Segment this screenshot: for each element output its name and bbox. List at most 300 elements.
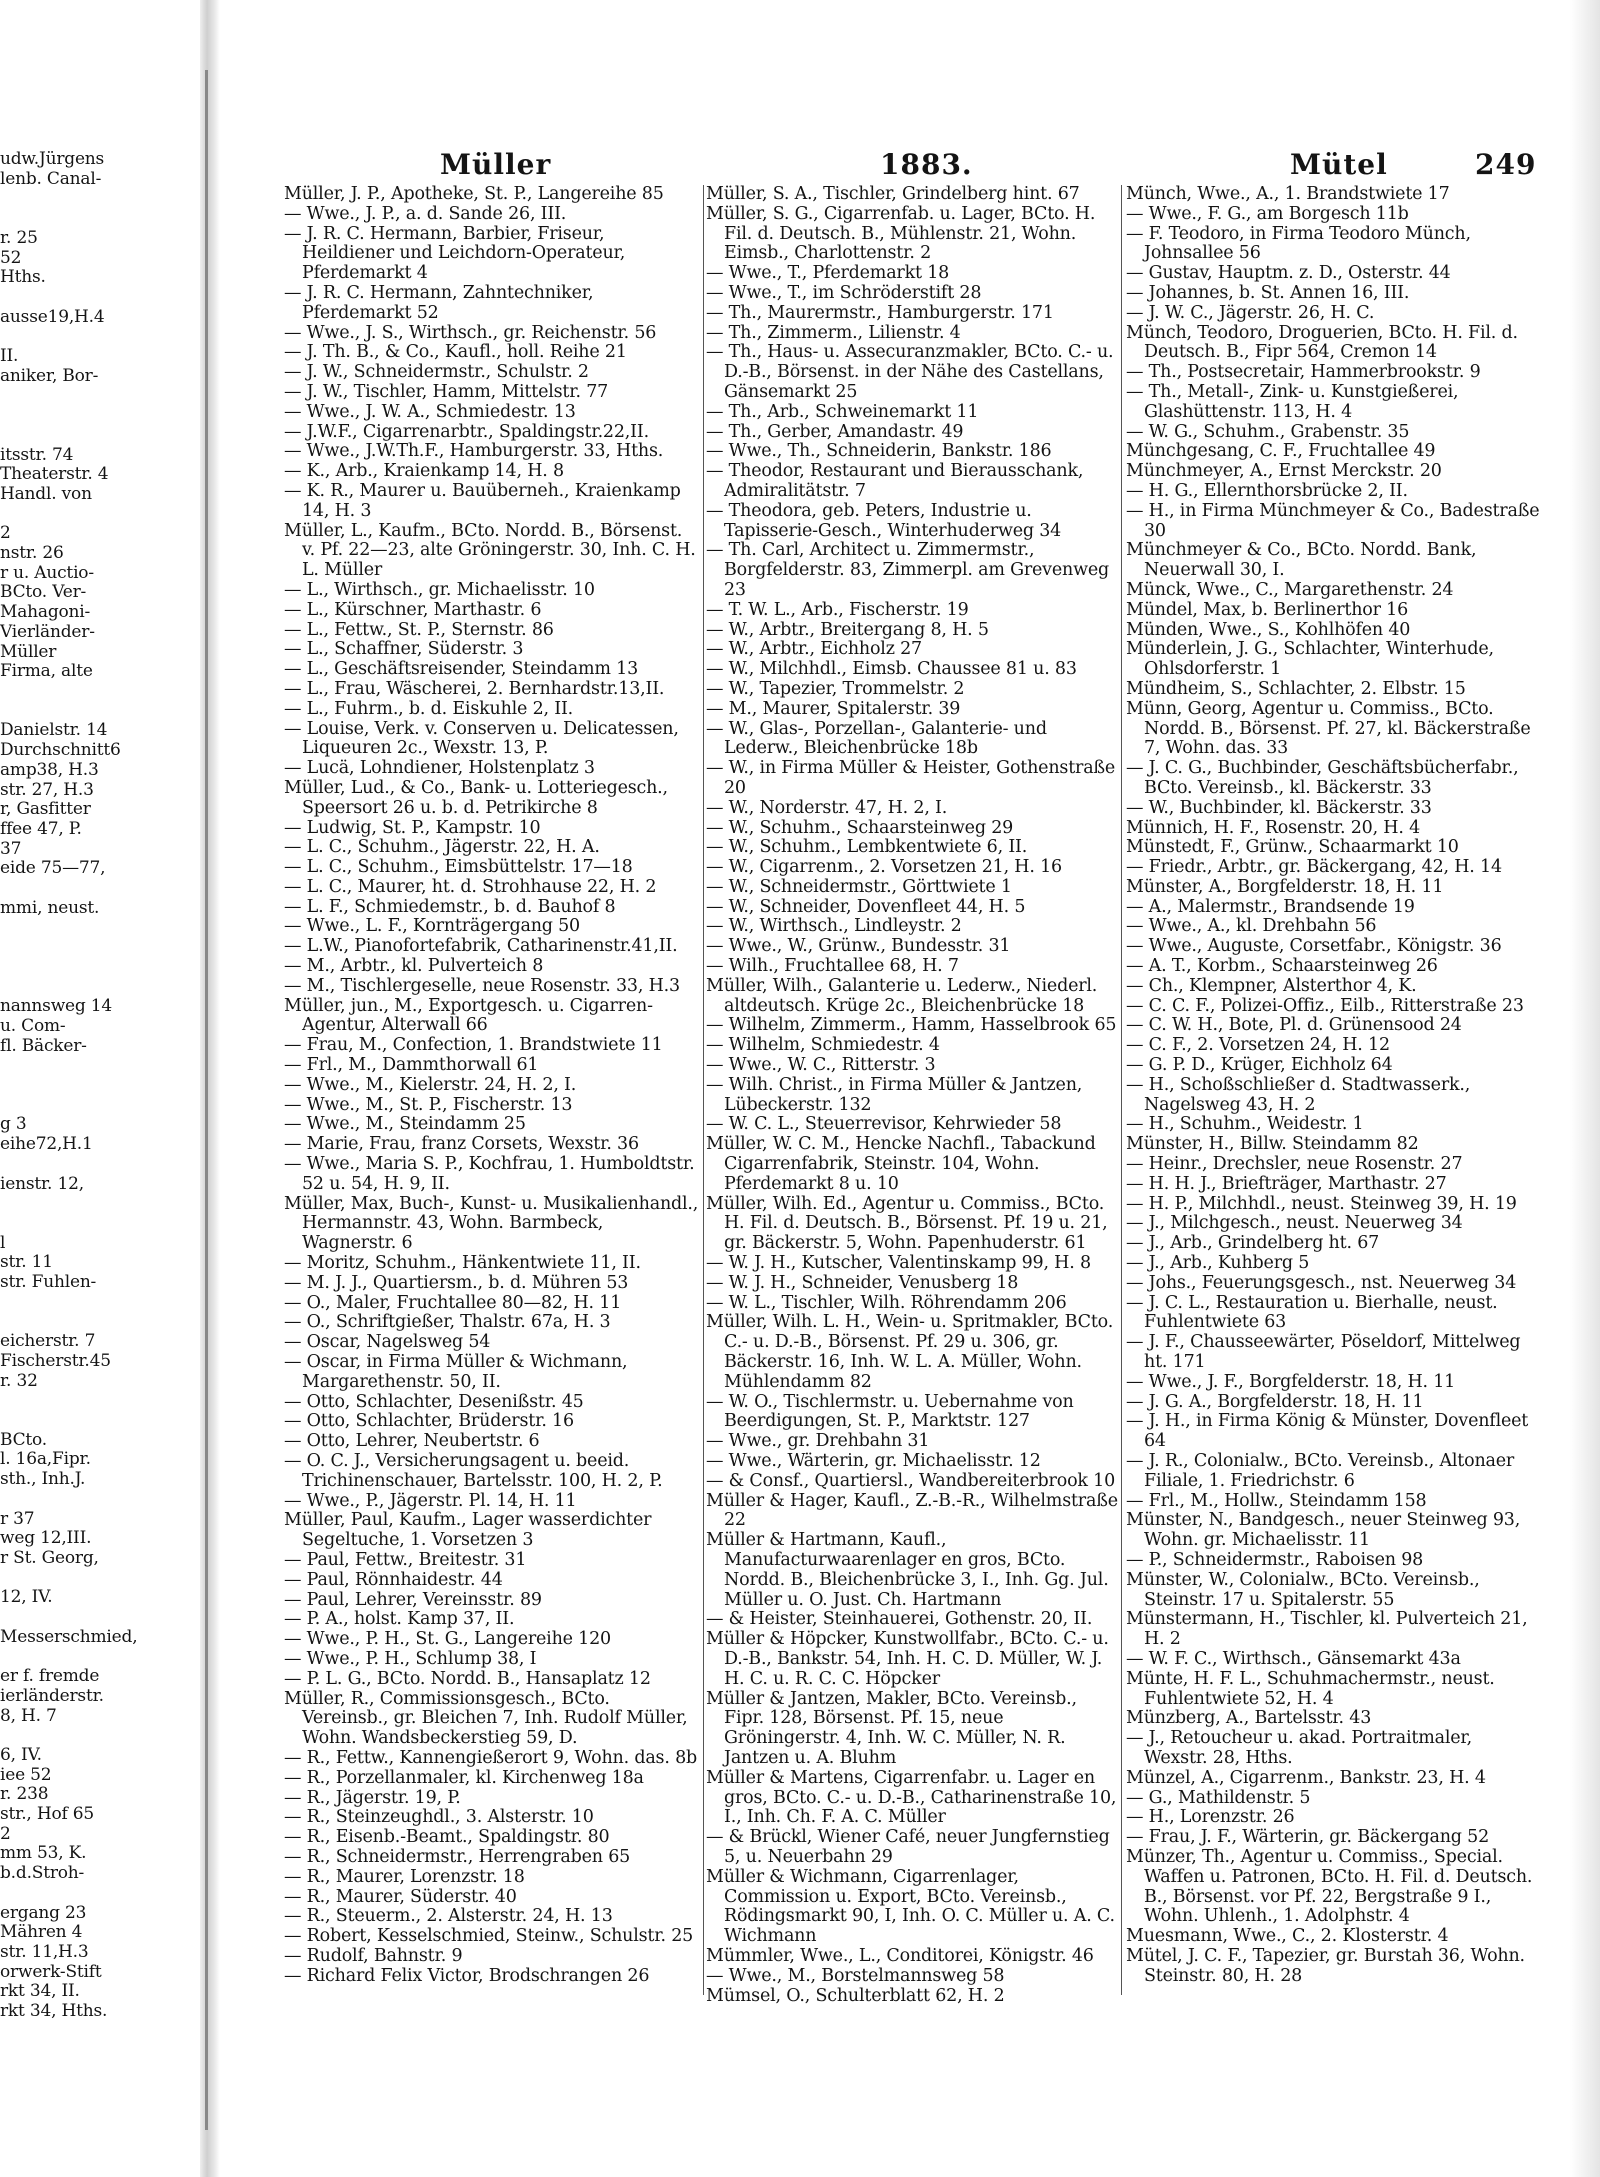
column-rule-1: [703, 185, 704, 1995]
directory-entry: — J. R. C. Hermann, Barbier, Friseur, Heildiener und Leichdorn-Operateur, Pferdemarkt 4: [284, 223, 626, 284]
previous-page-fragment: r. 238: [0, 1784, 49, 1805]
directory-entry: — H. G., Ellernthorsbrücke 2, II.: [1126, 480, 1408, 501]
directory-entry: — L. C., Schuhm., Eimsbüttelstr. 17—18: [284, 857, 633, 878]
directory-entry: — J. F., Chausseewärter, Pöseldorf, Mittelweg ht. 171: [1126, 1332, 1521, 1373]
previous-page-fragment: 2: [0, 1823, 11, 1844]
directory-entry: — Louise, Verk. v. Conserven u. Delicatessen, Liqueuren 2c., Wexstr. 13, P.: [284, 718, 679, 759]
directory-entry: — W. J. H., Schneider, Venusberg 18: [706, 1272, 1019, 1293]
directory-entry: — K. R., Maurer u. Bauüberneh., Kraienkamp 14, H. 3: [284, 480, 681, 521]
previous-page-fragment: Durchschnitt6: [0, 740, 121, 761]
directory-entry: — M. J. J., Quartiersm., b. d. Mühren 53: [284, 1272, 629, 1293]
previous-page-fragment: BCto.: [0, 1429, 47, 1450]
previous-page-fragment: [0, 288, 200, 308]
previous-page-fragment: [0, 426, 200, 446]
directory-entry: — W., Schuhm., Lembkentwiete 6, II.: [706, 837, 1028, 858]
previous-page-fragment: eicherstr. 7: [0, 1331, 96, 1352]
directory-entry: — Wwe., J. F., Borgfelderstr. 18, H. 11: [1126, 1371, 1456, 1392]
directory-entry: Mümmler, Wwe., L., Conditorei, Königstr. 46: [706, 1945, 1094, 1966]
previous-page-fragment: r. 25: [0, 227, 38, 248]
previous-page-fragment: Firma, alte: [0, 661, 93, 682]
directory-entry: — Wwe., P., Jägerstr. Pl. 14, H. 11: [284, 1490, 577, 1511]
directory-entry: — Gustav, Hauptm. z. D., Osterstr. 44: [1126, 263, 1451, 284]
directory-entry: — Friedr., Arbtr., gr. Bäckergang, 42, H. 14: [1126, 857, 1502, 878]
previous-page-fragment: ausse19,H.4: [0, 306, 105, 327]
directory-entry: — A., Malermstr., Brandsende 19: [1126, 896, 1415, 917]
previous-page-fragment: Mähren 4: [0, 1922, 83, 1943]
directory-column-3: [1126, 185, 1540, 1987]
directory-entry: Müller & Hager, Kaufl., Z.-B.-R., Wilhelmstraße 22: [706, 1490, 1118, 1531]
directory-entry: Müller, L., Kaufm., BCto. Nordd. B., Börsenst. v. Pf. 22—23, alte Gröningerstr. 30, Inh. C. H. L. Müller: [284, 520, 696, 581]
previous-page-fragment: str., Hof 65: [0, 1804, 95, 1825]
directory-entry: — Richard Felix Victor, Brodschrangen 26: [284, 1965, 650, 1986]
previous-page-fragment: [0, 1569, 200, 1589]
directory-entry: Müller, Max, Buch-, Kunst- u. Musikalienhandl., Hermannstr. 43, Wohn. Barmbeck, Wagnerstr. 6: [284, 1193, 699, 1254]
directory-entry: — Th., Metall-, Zink- u. Kunstgießerei, Glashüttenstr. 113, H. 4: [1126, 381, 1459, 422]
directory-entry: — J. R. C. Hermann, Zahntechniker, Pferdemarkt 52: [284, 282, 594, 323]
previous-page-fragment: u. Com-: [0, 1015, 66, 1036]
directory-entry: Müller & Höpcker, Kunstwollfabr., BCto. C.- u. D.-B., Bankstr. 54, Inh. H. C. D. Müller, W. J. H. C. u. R. C. C. Höpcker: [706, 1629, 1109, 1689]
previous-page-fragment: [0, 1647, 200, 1667]
directory-entry: — Wwe., gr. Drehbahn 31: [706, 1431, 930, 1452]
directory-entry: — J.W.F., Cigarrenarbtr., Spaldingstr.22,II.: [284, 421, 649, 442]
previous-page-fragment: itsstr. 74: [0, 444, 74, 465]
directory-entry: — J. C. G., Buchbinder, Geschäftsbücherfabr., BCto. Vereinsb., kl. Bäckerstr. 33: [1126, 758, 1519, 798]
previous-page-fragment: Theaterstr. 4: [0, 464, 109, 485]
directory-entry: Münstedt, F., Grünw., Schaarmarkt 10: [1126, 837, 1459, 858]
previous-page-fragment: Müller: [0, 641, 57, 662]
directory-entry: — Oscar, Nagelsweg 54: [284, 1332, 491, 1353]
directory-entry: Münster, A., Borgfelderstr. 18, H. 11: [1126, 876, 1444, 897]
directory-entry: Münn, Georg, Agentur u. Commiss., BCto. Nordd. B., Börsenst. Pf. 27, kl. Bäckerstraße 7, Wohn. das. 33: [1126, 698, 1531, 759]
directory-entry: — Theodor, Restaurant und Bierausschank, Admiralitätstr. 7: [706, 461, 1084, 501]
previous-page-fragment: amp38, H.3: [0, 759, 99, 780]
directory-entry: — K., Arb., Kraienkamp 14, H. 8: [284, 461, 564, 482]
directory-entry: — L., Schaffner, Süderstr. 3: [284, 639, 524, 660]
directory-entry: — R., Eisenb.-Beamt., Spaldingstr. 80: [284, 1827, 610, 1848]
directory-entry: — Wwe., T., im Schröderstift 28: [706, 282, 982, 303]
directory-entry: — Wwe., P. H., St. G., Langereihe 120: [284, 1629, 611, 1650]
previous-page-fragment: [0, 1726, 200, 1746]
directory-entry: — M., Arbtr., kl. Pulverteich 8: [284, 956, 544, 977]
previous-page-fragment: sth., Inh.J.: [0, 1469, 86, 1490]
previous-page-fragment: [0, 879, 200, 899]
directory-entry: — Wwe., A., kl. Drehbahn 56: [1126, 916, 1377, 937]
directory-entry: — W. G., Schuhm., Grabenstr. 35: [1126, 421, 1410, 442]
previous-page-fragment: r, Gasfitter: [0, 799, 91, 820]
previous-page-fragment: [0, 1312, 200, 1332]
previous-page-fragment: [0, 1194, 200, 1214]
directory-entry: Münden, Wwe., S., Kohlhöfen 40: [1126, 619, 1411, 640]
directory-entry: — Ch., Klempner, Alsterthor 4, K.: [1126, 975, 1417, 996]
directory-entry: Münster, N., Bandgesch., neuer Steinweg 93, Wohn. gr. Michaelisstr. 11: [1126, 1510, 1521, 1551]
directory-entry: — Johannes, b. St. Annen 16, III.: [1126, 282, 1410, 303]
directory-entry: — Wilhelm, Schmiedestr. 4: [706, 1035, 940, 1056]
previous-page-fragment: lenb. Canal-: [0, 168, 102, 189]
directory-entry: — J. G. A., Borgfelderstr. 18, H. 11: [1126, 1391, 1424, 1412]
directory-entry: Müller, Lud., & Co., Bank- u. Lotteriegesch., Speersort 26 u. b. d. Petrikirche 8: [284, 777, 668, 818]
directory-entry: — J. R., Colonialw., BCto. Vereinsb., Altonaer Filiale, 1. Friedrichstr. 6: [1126, 1451, 1515, 1491]
directory-entry: — Wwe., M., Steindamm 25: [284, 1114, 526, 1135]
directory-entry: Muesmann, Wwe., C., 2. Klosterstr. 4: [1126, 1926, 1449, 1947]
directory-entry: — Otto, Schlachter, Desenißstr. 45: [284, 1391, 584, 1412]
directory-entry: — Wwe., M., Borstelmannsweg 58: [706, 1965, 1005, 1986]
directory-entry: — Wwe., P. H., Schlump 38, I: [284, 1648, 537, 1669]
directory-entry: — R., Maurer, Süderstr. 40: [284, 1886, 517, 1907]
directory-entry: — W., Arbtr., Breitergang 8, H. 5: [706, 619, 989, 640]
directory-entry: — C. F., 2. Vorsetzen 24, H. 12: [1126, 1035, 1390, 1056]
previous-page-fragment: [0, 1608, 200, 1628]
directory-entry: — M., Maurer, Spitalerstr. 39: [706, 698, 961, 719]
gutter-line: [205, 70, 208, 2130]
directory-entry: — J. W., Tischler, Hamm, Mittelstr. 77: [284, 381, 609, 402]
header-right-name: Mütel: [1290, 148, 1388, 181]
directory-entry: Münzberg, A., Bartelsstr. 43: [1126, 1708, 1372, 1729]
directory-entry: Münnich, H. F., Rosenstr. 20, H. 4: [1126, 817, 1421, 838]
directory-entry: — R., Steinzeughdl., 3. Alsterstr. 10: [284, 1807, 594, 1828]
directory-entry: Müller, Wilh. Ed., Agentur u. Commiss., BCto. H. Fil. d. Deutsch. B., Börsenst. Pf. 19 u. 21, gr. Bäckerstr. 5, Wohn. Papenhuderstr. 61: [706, 1193, 1108, 1254]
directory-entry: Münchmeyer & Co., BCto. Nordd. Bank, Neuerwall 30, I.: [1126, 540, 1477, 581]
directory-entry: — H., Schoßschließer d. Stadtwasserk., Nagelsweg 43, H. 2: [1126, 1074, 1471, 1115]
directory-entry: — Wwe., Wärterin, gr. Michaelisstr. 12: [706, 1451, 1041, 1471]
previous-page-fragment: nstr. 26: [0, 543, 64, 564]
directory-entry: — J. H., in Firma König & Münster, Dovenfleet 64: [1126, 1411, 1529, 1452]
previous-page-fragment: eihe72,H.1: [0, 1134, 93, 1155]
directory-entry: Münte, H. F. L., Schuhmachermstr., neust. Fuhlentwiete 52, H. 4: [1126, 1668, 1495, 1709]
directory-entry: Müller, S. G., Cigarrenfab. u. Lager, BCto. H. Fil. d. Deutsch. B., Mühlenstr. 21, Wohn. Eimsb., Charlottenstr. 2: [706, 203, 1096, 264]
directory-entry: — W., Norderstr. 47, H. 2, I.: [706, 797, 948, 818]
directory-entry: — L., Fuhrm., b. d. Eiskuhle 2, II.: [284, 698, 574, 719]
directory-entry: Müller & Martens, Cigarrenfabr. u. Lager en gros, BCto. C.- u. D.-B., Catharinenstraße 10, I., Inh. Ch. F. A. C. Müller: [706, 1767, 1117, 1828]
directory-entry: — L., Fettw., St. P., Sternstr. 86: [284, 619, 554, 640]
previous-page-fragment: ierländerstr.: [0, 1685, 104, 1706]
directory-entry: — W. O., Tischlermstr. u. Uebernahme von Beerdigungen, St. P., Marktstr. 127: [706, 1391, 1074, 1432]
previous-page-fragment: 37: [0, 838, 22, 859]
directory-entry: — Wilhelm, Zimmerm., Hamm, Hasselbrook 65: [706, 1015, 1117, 1036]
directory-entry: — Otto, Schlachter, Brüderstr. 16: [284, 1411, 574, 1432]
directory-entry: — W., Wirthsch., Lindleystr. 2: [706, 916, 962, 937]
directory-entry: — Th., Maurermstr., Hamburgerstr. 171: [706, 302, 1054, 323]
directory-entry: — & Heister, Steinhauerei, Gothenstr. 20, II.: [706, 1609, 1093, 1630]
previous-page-fragment: [0, 1056, 200, 1076]
directory-entry: — W., in Firma Müller & Heister, Gothenstraße 20: [706, 758, 1116, 798]
previous-page-fragment: r 37: [0, 1508, 35, 1529]
directory-entry: Münch, Teodoro, Droguerien, BCto. H. Fil. d. Deutsch. B., Fipr 564, Cremon 14: [1126, 322, 1518, 363]
directory-entry: — R., Jägerstr. 19, P.: [284, 1787, 461, 1808]
directory-entry: Mündel, Max, b. Berlinerthor 16: [1126, 599, 1409, 620]
directory-entry: — W. F. C., Wirthsch., Gänsemarkt 43a: [1126, 1648, 1461, 1669]
previous-page-fragment: [0, 1884, 200, 1904]
directory-entry: — W., Schuhm., Schaarsteinweg 29: [706, 817, 1014, 838]
previous-page-fragment: Handl. von: [0, 483, 92, 504]
directory-entry: — Frl., M., Hollw., Steindamm 158: [1126, 1490, 1427, 1511]
directory-entry: — Th. Carl, Architect u. Zimmermstr., Borgfelderstr. 83, Zimmerpl. am Grevenweg 23: [706, 540, 1110, 600]
directory-entry: Mümsel, O., Schulterblatt 62, H. 2: [706, 1985, 1005, 2006]
previous-page-fragment: [0, 386, 200, 406]
directory-entry: — H., Lorenzstr. 26: [1126, 1807, 1295, 1828]
previous-page-fragment: Hths.: [0, 267, 46, 288]
previous-page-fragment: Danielstr. 14: [0, 720, 108, 741]
directory-entry: — Otto, Lehrer, Neubertstr. 6: [284, 1431, 540, 1452]
directory-entry: — H., Schuhm., Weidestr. 1: [1126, 1114, 1364, 1135]
directory-entry: — Paul, Fettw., Breitestr. 31: [284, 1549, 527, 1570]
directory-entry: Münch, Wwe., A., 1. Brandstwiete 17: [1126, 185, 1450, 204]
directory-entry: — J., Retoucheur u. akad. Portraitmaler, Wexstr. 28, Hths.: [1126, 1728, 1473, 1768]
directory-entry: — C. C. F., Polizei-Offiz., Eilb., Ritterstraße 23: [1126, 995, 1524, 1016]
directory-entry: — L.W., Pianofortefabrik, Catharinenstr.41,II.: [284, 936, 678, 957]
directory-entry: — J., Arb., Kuhberg 5: [1126, 1253, 1310, 1274]
previous-page-fragment: ffee 47, P.: [0, 818, 82, 839]
directory-entry: Müller, W. C. M., Hencke Nachfl., Tabackund Cigarrenfabrik, Steinstr. 104, Wohn. Pferdemarkt 8 u. 10: [706, 1134, 1096, 1194]
directory-entry: — W. C. L., Steuerrevisor, Kehrwieder 58: [706, 1114, 1062, 1135]
previous-page-fragment: [0, 1096, 200, 1116]
previous-page-fragment: [0, 1076, 200, 1096]
directory-entry: — O. C. J., Versicherungsagent u. beeid. Trichinenschauer, Bartelsstr. 100, H. 2, P.: [284, 1451, 663, 1491]
previous-page-fragment: er f. fremde: [0, 1666, 100, 1687]
directory-entry: — Wwe., J.W.Th.F., Hamburgerstr. 33, Hths.: [284, 441, 664, 462]
directory-entry: Münster, W., Colonialw., BCto. Vereinsb., Steinstr. 17 u. Spitalerstr. 55: [1126, 1569, 1480, 1610]
directory-entry: — Paul, Rönnhaidestr. 44: [284, 1569, 503, 1590]
previous-page-fragment: orwerk-Stift: [0, 1961, 102, 1982]
directory-entry: — J. W. C., Jägerstr. 26, H. C.: [1126, 302, 1375, 323]
directory-entry: Münzer, Th., Agentur u. Commiss., Special. Waffen u. Patronen, BCto. H. Fil. d. Deutsch. B., Börsenst. vor Pf. 22, Bergstraße 9 I., Wohn. Uhlenh., 1. Adolphstr. 4: [1126, 1846, 1533, 1927]
previous-page-fragment: rkt 34, Hths.: [0, 2001, 108, 2022]
previous-page-fragment: mmi, neust.: [0, 897, 100, 918]
previous-page-fragment: iee 52: [0, 1764, 52, 1785]
previous-page-fragment: l: [0, 1232, 6, 1253]
directory-entry: Münck, Wwe., C., Margarethenstr. 24: [1126, 579, 1454, 600]
previous-page-fragment: aniker, Bor-: [0, 365, 99, 386]
previous-page-fragment: str. 11,H.3: [0, 1941, 89, 1962]
directory-entry: — P. A., holst. Kamp 37, II.: [284, 1609, 515, 1630]
directory-entry: Müller, S. A., Tischler, Grindelberg hint. 67: [706, 185, 1080, 204]
directory-entry: Münchgesang, C. F., Fruchtallee 49: [1126, 441, 1436, 462]
previous-page-fragment: [0, 978, 200, 998]
directory-entry: Müller, R., Commissionsgesch., BCto. Vereinsb., gr. Bleichen 7, Inh. Rudolf Müller, Wohn. Wandsbeckerstieg 59, D.: [284, 1688, 688, 1749]
previous-page-edge: [0, 150, 200, 2140]
previous-page-fragment: nannsweg 14: [0, 996, 113, 1017]
directory-entry: — R., Porzellanmaler, kl. Kirchenweg 18a: [284, 1767, 644, 1788]
directory-entry: — Ludwig, St. P., Kampstr. 10: [284, 817, 541, 838]
directory-entry: — Johs., Feuerungsgesch., nst. Neuerweg 34: [1126, 1272, 1517, 1293]
directory-entry: — C. W. H., Bote, Pl. d. Grünensood 24: [1126, 1015, 1462, 1036]
previous-page-fragment: Fischerstr.45: [0, 1350, 111, 1371]
directory-entry: — W., Arbtr., Eichholz 27: [706, 639, 922, 660]
directory-entry: Müller, Paul, Kaufm., Lager wasserdichter Segeltuche, 1. Vorsetzen 3: [284, 1510, 652, 1551]
directory-entry: — L. C., Maurer, ht. d. Strohhause 22, H. 2: [284, 876, 657, 897]
directory-entry: — G., Mathildenstr. 5: [1126, 1787, 1311, 1808]
previous-page-fragment: [0, 918, 200, 938]
directory-entry: — & Brückl, Wiener Café, neuer Jungfernstieg 5, u. Neuerbahn 29: [706, 1827, 1110, 1867]
directory-entry: — Th., Zimmerm., Lilienstr. 4: [706, 322, 961, 343]
previous-page-fragment: [0, 1214, 200, 1234]
previous-page-fragment: [0, 958, 200, 978]
page-number: 249: [1475, 148, 1537, 181]
directory-entry: — W. L., Tischler, Wilh. Röhrendamm 206: [706, 1292, 1067, 1313]
directory-entry: — Th., Postsecretair, Hammerbrookstr. 9: [1126, 362, 1481, 383]
column-rule-2: [1121, 185, 1122, 1995]
directory-entry: — Th., Haus- u. Assecuranzmakler, BCto. C.- u. D.-B., Börsenst. in der Nähe des Castellans, Gänsemarkt 25: [706, 342, 1114, 402]
directory-entry: — W., Schneider, Dovenfleet 44, H. 5: [706, 896, 1026, 917]
directory-entry: — Wwe., J. P., a. d. Sande 26, III.: [284, 203, 567, 224]
directory-entry: — J., Milchgesch., neust. Neuerweg 34: [1126, 1213, 1463, 1234]
directory-entry: — Wwe., Th., Schneiderin, Bankstr. 186: [706, 441, 1052, 462]
previous-page-fragment: [0, 938, 200, 958]
previous-page-fragment: BCto. Ver-: [0, 582, 87, 603]
directory-entry: — & Consf., Quartiersl., Wandbereiterbrook 10: [706, 1470, 1116, 1491]
previous-page-fragment: weg 12,III.: [0, 1528, 92, 1549]
directory-entry: — Wwe., W., Grünw., Bundesstr. 31: [706, 936, 1011, 957]
directory-entry: Münstermann, H., Tischler, kl. Pulverteich 21, H. 2: [1126, 1609, 1528, 1650]
previous-page-fragment: udw.Jürgens: [0, 150, 105, 169]
previous-page-fragment: Mahagoni-: [0, 602, 91, 623]
previous-page-fragment: g 3: [0, 1114, 27, 1135]
previous-page-fragment: II.: [0, 346, 19, 367]
directory-entry: — Wilh. Christ., in Firma Müller & Jantzen, Lübeckerstr. 132: [706, 1074, 1083, 1115]
directory-entry: — W., Milchhdl., Eimsb. Chaussee 81 u. 83: [706, 659, 1077, 680]
directory-entry: Müller, jun., M., Exportgesch. u. Cigarren-Agentur, Alterwall 66: [284, 995, 653, 1036]
directory-entry: Mütel, J. C. F., Tapezier, gr. Burstah 36, Wohn. Steinstr. 80, H. 28: [1126, 1945, 1525, 1986]
previous-page-fragment: str. Fuhlen-: [0, 1272, 97, 1293]
directory-entry: — Wwe., J. W. A., Schmiedestr. 13: [284, 401, 576, 422]
directory-entry: — R., Steuerm., 2. Alsterstr. 24, H. 13: [284, 1906, 613, 1927]
directory-entry: — Robert, Kesselschmied, Steinw., Schulstr. 25: [284, 1926, 694, 1947]
previous-page-fragment: 2: [0, 523, 11, 544]
previous-page-fragment: [0, 682, 200, 702]
directory-entry: — Frau, M., Confection, 1. Brandstwiete 11: [284, 1035, 663, 1056]
directory-entry: — Marie, Frau, franz Corsets, Wexstr. 36: [284, 1134, 639, 1155]
previous-page-fragment: mm 53, K.: [0, 1843, 87, 1864]
previous-page-fragment: [0, 209, 200, 229]
directory-entry: Müller & Hartmann, Kaufl., Manufacturwaarenlager en gros, BCto. Nordd. B., Bleichenbrücke 3, I., Inh. Gg. Jul. Müller u. O. Just. Ch. Hartmann: [706, 1530, 1109, 1610]
previous-page-fragment: 8, H. 7: [0, 1705, 57, 1726]
directory-entry: — Th., Arb., Schweinemarkt 11: [706, 401, 979, 422]
previous-page-fragment: r. 32: [0, 1370, 38, 1391]
directory-entry: — Heinr., Drechsler, neue Rosenstr. 27: [1126, 1154, 1463, 1175]
directory-entry: — Wwe., M., St. P., Fischerstr. 13: [284, 1094, 573, 1115]
directory-entry: — W., Buchbinder, kl. Bäckerstr. 33: [1126, 797, 1432, 818]
directory-entry: — R., Fettw., Kannengießerort 9, Wohn. das. 8b: [284, 1747, 698, 1768]
previous-page-fragment: [0, 327, 200, 347]
directory-entry: — Theodora, geb. Peters, Industrie u. Tapisserie-Gesch., Winterhuderweg 34: [706, 500, 1062, 541]
directory-entry: Müller, J. P., Apotheke, St. P., Langereihe 85: [284, 185, 664, 204]
directory-entry: — Wilh., Fruchtallee 68, H. 7: [706, 956, 959, 977]
directory-entry: — R., Schneidermstr., Herrengraben 65: [284, 1846, 631, 1867]
previous-page-fragment: ienstr. 12,: [0, 1173, 84, 1194]
previous-page-fragment: l. 16a,Fipr.: [0, 1449, 91, 1470]
directory-entry: — Frl., M., Dammthorwall 61: [284, 1055, 539, 1076]
directory-entry: — F. Teodoro, in Firma Teodoro Münch, Johnsallee 56: [1126, 223, 1471, 264]
directory-entry: — Wwe., M., Kielerstr. 24, H. 2, I.: [284, 1074, 577, 1095]
directory-entry: — P. L. G., BCto. Nordd. B., Hansaplatz 12: [284, 1668, 651, 1689]
directory-entry: — A. T., Korbm., Schaarsteinweg 26: [1126, 956, 1438, 977]
book-gutter: [200, 0, 220, 2177]
previous-page-fragment: r u. Auctio-: [0, 562, 94, 583]
directory-entry: — Moritz, Schuhm., Hänkentwiete 11, II.: [284, 1253, 641, 1274]
previous-page-fragment: [0, 1391, 200, 1411]
directory-entry: — Th., Gerber, Amandastr. 49: [706, 421, 964, 442]
directory-column-2: [706, 185, 1118, 2006]
directory-entry: Mündheim, S., Schlachter, 2. Elbstr. 15: [1126, 678, 1466, 699]
header-year: 1883.: [880, 148, 973, 181]
directory-entry: — Lucä, Lohndiener, Holstenplatz 3: [284, 758, 595, 779]
directory-entry: Münster, H., Billw. Steindamm 82: [1126, 1134, 1419, 1155]
directory-entry: — Wwe., F. G., am Borgesch 11b: [1126, 203, 1409, 224]
directory-entry: — J. Th. B., & Co., Kaufl., holl. Reihe 21: [284, 342, 627, 363]
directory-entry: Müller & Jantzen, Makler, BCto. Vereinsb., Fipr. 128, Börsenst. Pf. 15, neue Gröningerstr. 4, Inh. W. C. Müller, N. R. Jantzen u. A. Bluhm: [706, 1688, 1077, 1768]
directory-entry: — Wwe., Maria S. P., Kochfrau, 1. Humboldtstr. 52 u. 54, H. 9, II.: [284, 1154, 695, 1194]
directory-entry: — L., Wirthsch., gr. Michaelisstr. 10: [284, 579, 595, 600]
directory-entry: Müller, Wilh. L. H., Wein- u. Spritmakler, BCto. C.- u. D.-B., Börsenst. Pf. 29 u. 306, gr. Bäckerstr. 16, Inh. W. L. A. Müller, Wohn. Mühlendamm 82: [706, 1312, 1114, 1392]
previous-page-fragment: Messerschmied,: [0, 1626, 138, 1647]
directory-entry: — W., Tapezier, Trommelstr. 2: [706, 678, 965, 699]
directory-entry: — O., Maler, Fruchtallee 80—82, H. 11: [284, 1292, 622, 1313]
directory-entry: — Wwe., J. S., Wirthsch., gr. Reichenstr. 56: [284, 322, 657, 343]
previous-page-fragment: str. 27, H.3: [0, 779, 94, 800]
directory-entry: — H., in Firma Münchmeyer & Co., Badestraße 30: [1126, 500, 1540, 541]
directory-column-1: [284, 185, 700, 1987]
previous-page-fragment: 52: [0, 247, 22, 268]
directory-entry: — W., Cigarrenm., 2. Vorsetzen 21, H. 16: [706, 857, 1062, 878]
previous-page-fragment: 6, IV.: [0, 1744, 42, 1765]
previous-page-fragment: ergang 23: [0, 1902, 87, 1923]
previous-page-fragment: b.d.Stroh-: [0, 1863, 85, 1884]
directory-entry: Münchmeyer, A., Ernst Merckstr. 20: [1126, 461, 1442, 482]
directory-entry: — J. C. L., Restauration u. Bierhalle, neust. Fuhlentwiete 63: [1126, 1292, 1498, 1333]
directory-entry: — Wwe., L. F., Kornträgergang 50: [284, 916, 580, 937]
directory-entry: — L. C., Schuhm., Jägerstr. 22, H. A.: [284, 837, 600, 858]
directory-entry: — Wwe., W. C., Ritterstr. 3: [706, 1055, 936, 1076]
page-header: [280, 148, 1537, 188]
directory-entry: — L., Kürschner, Marthastr. 6: [284, 599, 542, 620]
directory-entry: — G. P. D., Krüger, Eichholz 64: [1126, 1055, 1393, 1076]
directory-entry: — H. P., Milchhdl., neust. Steinweg 39, H. 19: [1126, 1193, 1517, 1214]
directory-entry: Müller & Wichmann, Cigarrenlager, Commission u. Export, BCto. Vereinsb., Rödingsmarkt 90, I, Inh. O. C. Müller u. A. C. Wichmann: [706, 1866, 1115, 1947]
previous-page-fragment: [0, 189, 200, 209]
directory-entry: — W., Schneidermstr., Görttwiete 1: [706, 876, 1012, 897]
directory-entry: — Rudolf, Bahnstr. 9: [284, 1945, 463, 1966]
previous-page-fragment: r St. Georg,: [0, 1547, 99, 1568]
previous-page-fragment: fl. Bäcker-: [0, 1035, 87, 1056]
directory-entry: — L., Geschäftsreisender, Steindamm 13: [284, 659, 639, 680]
previous-page-fragment: eide 75—77,: [0, 858, 106, 879]
directory-entry: Müller, Wilh., Galanterie u. Lederw., Niederl. altdeutsch. Krüge 2c., Bleichenbrücke 18: [706, 975, 1098, 1016]
directory-entry: — L. F., Schmiedemstr., b. d. Bauhof 8: [284, 896, 616, 917]
directory-entry: — J., Arb., Grindelberg ht. 67: [1126, 1233, 1380, 1254]
directory-entry: — P., Schneidermstr., Raboisen 98: [1126, 1549, 1424, 1570]
directory-entry: Münderlein, J. G., Schlachter, Winterhude, Ohlsdorferstr. 1: [1126, 639, 1494, 680]
directory-entry: — M., Tischlergeselle, neue Rosenstr. 33, H.3: [284, 975, 680, 996]
previous-page-fragment: 12, IV.: [0, 1587, 53, 1608]
previous-page-fragment: [0, 406, 200, 426]
directory-entry: — Frau, J. F., Wärterin, gr. Bäckergang 52: [1126, 1827, 1490, 1848]
previous-page-fragment: str. 11: [0, 1252, 53, 1273]
directory-entry: — R., Maurer, Lorenzstr. 18: [284, 1866, 525, 1887]
directory-entry: — H. H. J., Briefträger, Marthastr. 27: [1126, 1173, 1447, 1194]
previous-page-fragment: [0, 505, 200, 525]
previous-page-fragment: [0, 1293, 200, 1313]
directory-entry: — Oscar, in Firma Müller & Wichmann, Margarethenstr. 50, II.: [284, 1352, 628, 1392]
previous-page-fragment: Vierländer-: [0, 621, 95, 642]
previous-page-fragment: rkt 34, II.: [0, 1981, 80, 2002]
directory-entry: — Paul, Lehrer, Vereinsstr. 89: [284, 1589, 542, 1610]
directory-entry: — W., Glas-, Porzellan-, Galanterie- und Lederw., Bleichenbrücke 18b: [706, 718, 1047, 759]
previous-page-fragment: [0, 1155, 200, 1175]
previous-page-fragment: [0, 1490, 200, 1510]
directory-entry: Münzel, A., Cigarrenm., Bankstr. 23, H. 4: [1126, 1767, 1486, 1788]
previous-page-fragment: [0, 1411, 200, 1431]
header-left-name: Müller: [440, 148, 552, 181]
directory-entry: — O., Schriftgießer, Thalstr. 67a, H. 3: [284, 1312, 611, 1333]
